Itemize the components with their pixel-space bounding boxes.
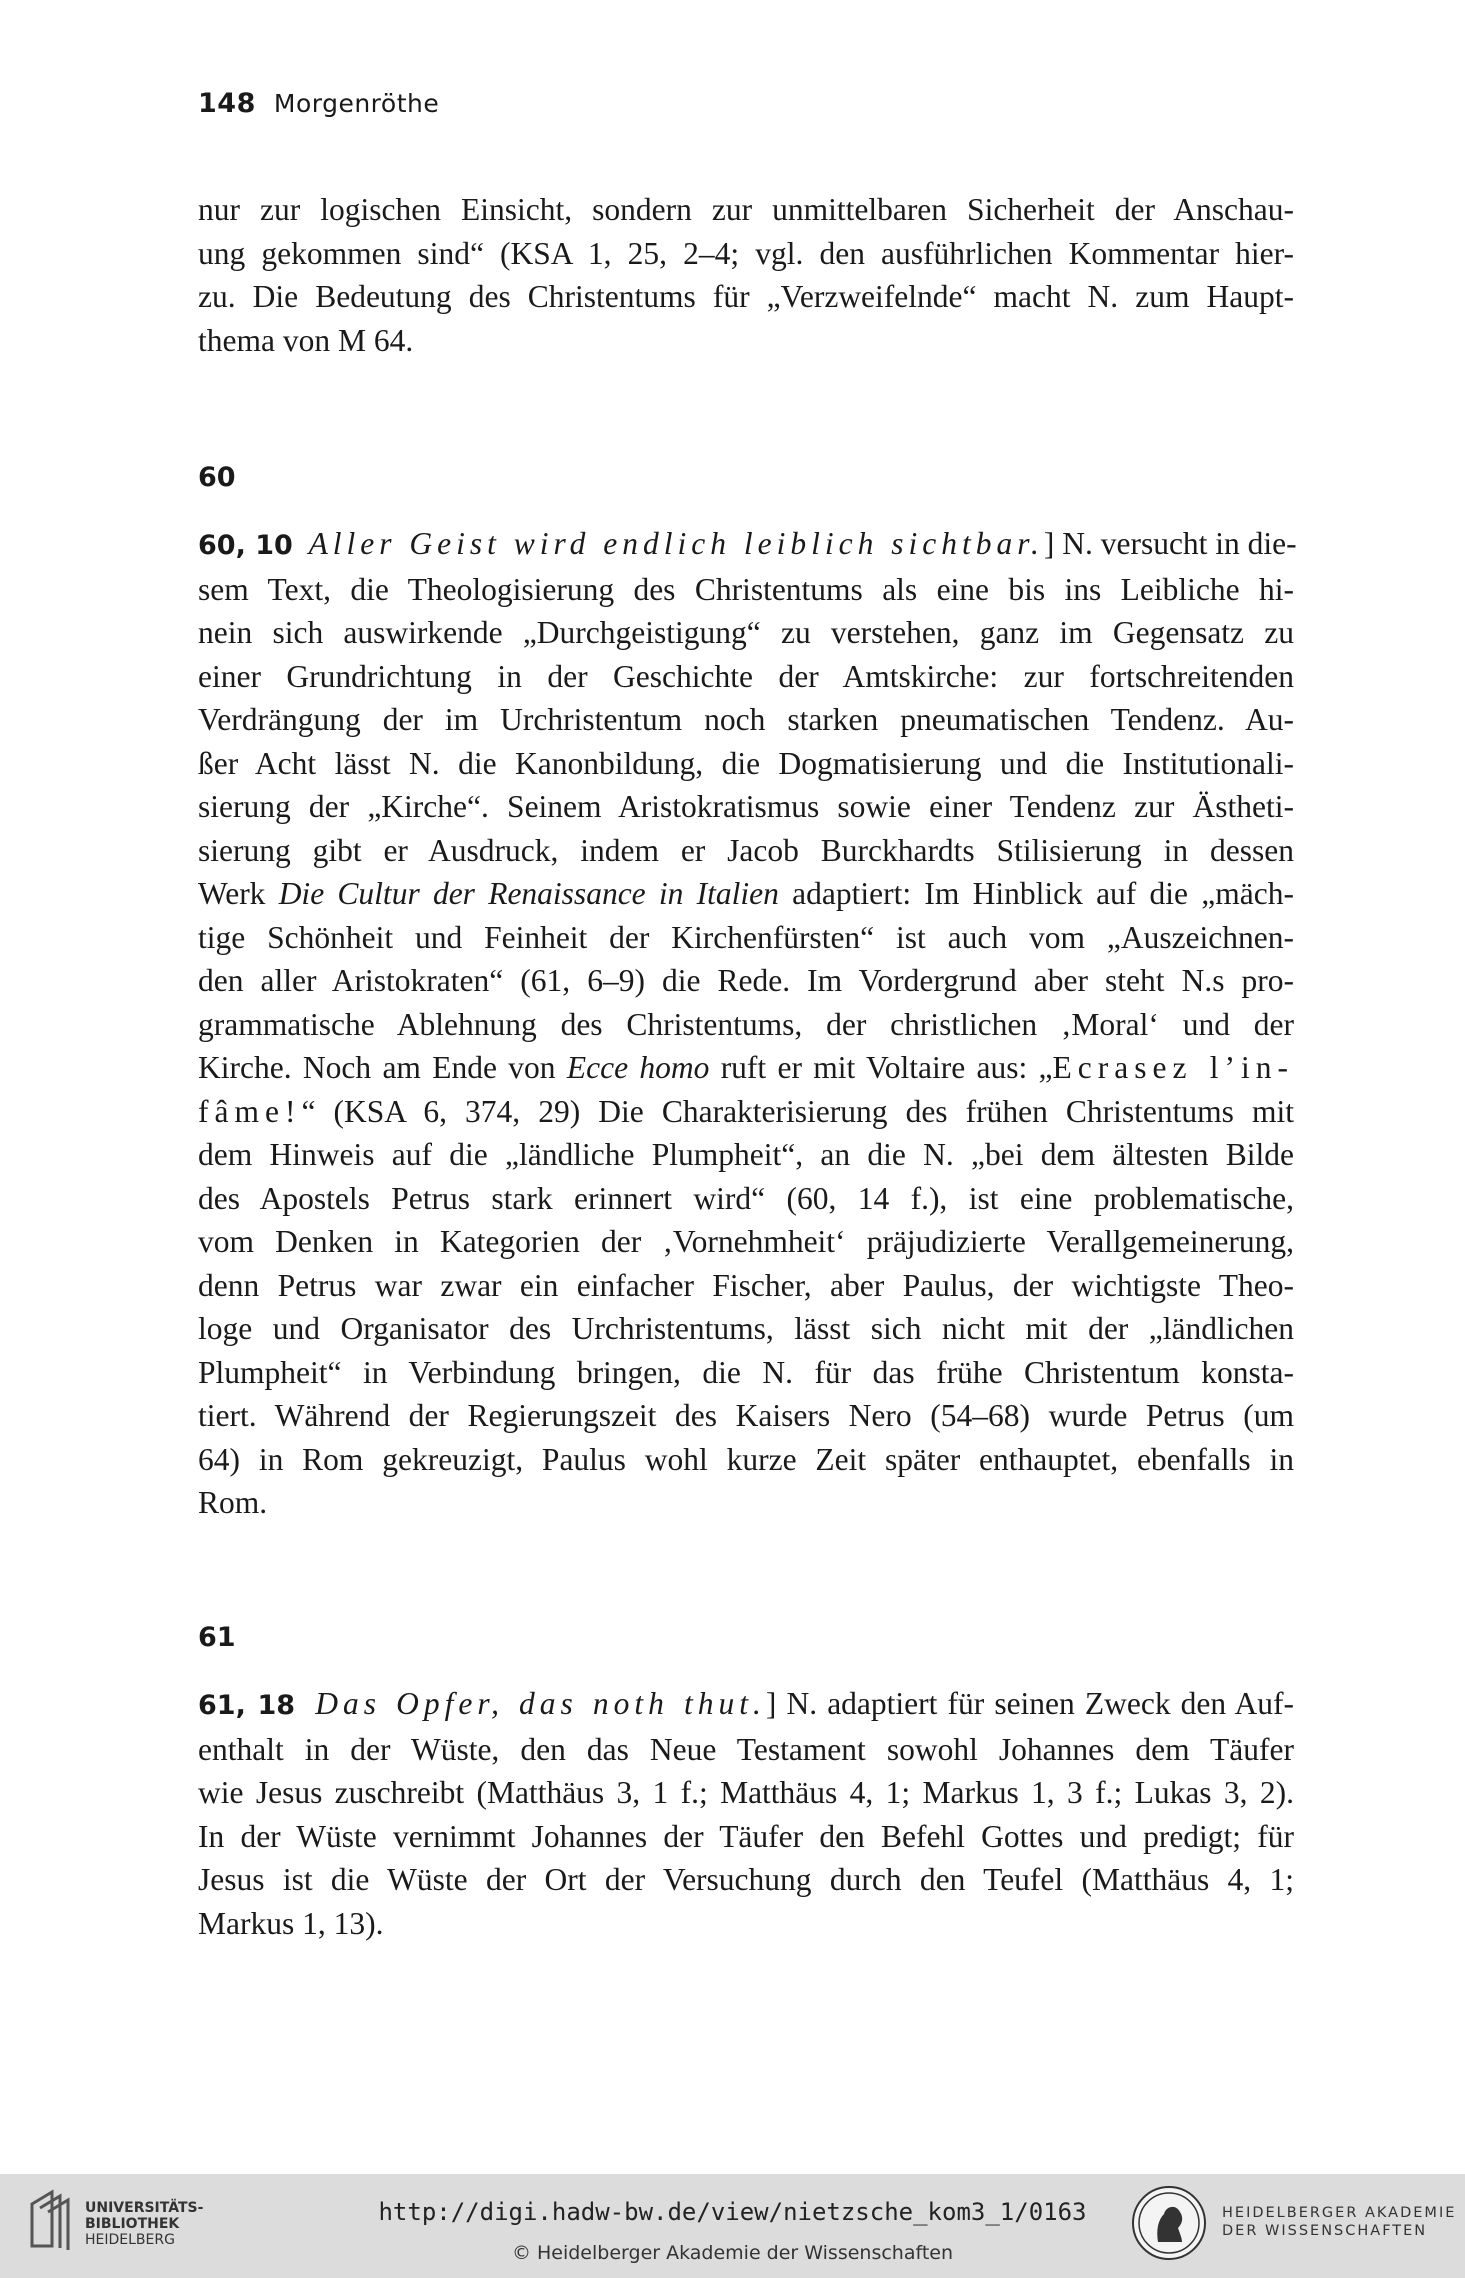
spaced-quote: fâme! xyxy=(198,1093,302,1129)
text-fragment: Kirche. Noch am Ende von xyxy=(198,1050,567,1085)
text-line: sierung der „Kirche“. Seinem Aristokratismus sowie einer Tendenz zur Ästheti- xyxy=(198,789,1294,824)
library-name-line: UNIVERSITÄTS- xyxy=(85,2200,204,2216)
text-fragment: adaptiert: Im Hinblick auf die „mäch- xyxy=(778,876,1294,911)
lemma-text: Aller Geist wird endlich leiblich sichtbar. xyxy=(308,526,1044,561)
text-line: ßer Acht lässt N. die Kanonbildung, die Dogmatisierung und die Institutionali- xyxy=(198,745,1294,781)
text-line: des Apostels Petrus stark erinnert wird“ (60, 14 f.), ist eine problematische, xyxy=(198,1180,1294,1216)
lemma-line-rest: N. versucht in die- xyxy=(1054,526,1297,561)
text-line: loge und Organisator des Urchristentums, lässt sich nicht mit der „ländlichen xyxy=(198,1311,1294,1346)
library-name-line: BIBLIOTHEK xyxy=(85,2216,180,2232)
academy-name-line: DER WISSENSCHAFTEN xyxy=(1222,2223,1428,2239)
text-line: nur zur logischen Einsicht, sondern zur unmittelbaren Sicherheit der Anschau- xyxy=(198,192,1294,227)
lemma-reference: 61, 18 xyxy=(198,1690,296,1721)
text-line: sem Text, die Theologisierung des Christentums als eine bis ins Leibliche hi- xyxy=(198,571,1294,607)
text-line: Jesus ist die Wüste der Ort der Versuchung durch den Teufel (Matthäus 4, 1; xyxy=(198,1862,1294,1897)
text-line xyxy=(198,872,1294,916)
text-line: Rom. xyxy=(198,1485,268,1520)
text-line xyxy=(198,1090,1294,1134)
lemma-reference: 60, 10 xyxy=(198,530,293,561)
text-line: grammatische Ablehnung des Christentums, der christlichen ‚Moral‘ und der xyxy=(198,1006,1294,1042)
running-title: Morgenröthe xyxy=(273,89,440,118)
lemma-bracket: ] xyxy=(1043,526,1055,561)
text-line: denn Petrus war zwar ein einfacher Fischer, aber Paulus, der wichtigste Theo- xyxy=(198,1267,1294,1303)
running-header xyxy=(198,88,439,119)
text-line: Plumpheit“ in Verbindung bringen, die N. für das frühe Christentum konsta- xyxy=(198,1354,1294,1390)
copyright-notice: © Heidelberger Akademie der Wissenschaften xyxy=(511,2242,954,2264)
academy-name-line: HEIDELBERGER AKADEMIE xyxy=(1222,2205,1457,2221)
section-60-commentary xyxy=(198,522,1297,1525)
permalink-url[interactable]: http://digi.hadw-bw.de/view/nietzsche_kom3_1/0163 xyxy=(378,2198,1087,2226)
work-title: Die Cultur der Renaissance in Italien xyxy=(278,876,779,911)
academy-name xyxy=(1222,2204,1456,2240)
spaced-quote: Ecrasez l’in- xyxy=(1052,1050,1295,1085)
section-61-commentary xyxy=(198,1682,1294,1945)
text-line: ung gekommen sind“ (KSA 1, 25, 2–4; vgl. den ausführlichen Kommentar hier- xyxy=(198,235,1294,271)
academy-seal-icon xyxy=(1130,2184,1208,2262)
text-line: Markus 1, 13). xyxy=(198,1905,384,1941)
text-line: nein sich auswirkende „Durchgeistigung“ zu verstehen, ganz im Gegensatz zu xyxy=(198,615,1294,650)
text-line xyxy=(198,1046,1294,1090)
library-name-line: HEIDELBERG xyxy=(85,2232,175,2248)
text-line: tiert. Während der Regierungszeit des Kaisers Nero (54–68) wurde Petrus (um xyxy=(198,1398,1294,1433)
lemma-text: Das Opfer, das noth thut. xyxy=(315,1686,766,1721)
footer-bar xyxy=(0,2174,1465,2278)
lemma-bracket: ] xyxy=(765,1686,777,1721)
text-line: dem Hinweis auf die „ländliche Plumpheit“, an die N. „bei dem ältesten Bilde xyxy=(198,1137,1294,1172)
text-line: Verdrängung der im Urchristentum noch starken pneumatischen Tendenz. Au- xyxy=(198,702,1294,737)
text-line: den aller Aristokraten“ (61, 6–9) die Rede. Im Vordergrund aber steht N.s pro- xyxy=(198,963,1294,998)
work-title: Ecce homo xyxy=(566,1050,710,1085)
section-heading-61: 61 xyxy=(198,1622,236,1653)
text-line: wie Jesus zuschreibt (Matthäus 3, 1 f.; Matthäus 4, 1; Markus 1, 3 f.; Lukas 3, 2). xyxy=(198,1775,1294,1810)
text-line: vom Denken in Kategorien der ‚Vornehmheit‘ präjudizierte Verallgemeinerung, xyxy=(198,1224,1294,1259)
text-line: tige Schönheit und Feinheit der Kirchenfürsten“ ist auch vom „Auszeichnen- xyxy=(198,919,1294,955)
text-line: thema von M 64. xyxy=(198,322,414,358)
text-line: einer Grundrichtung in der Geschichte der Amtskirche: zur fortschreitenden xyxy=(198,658,1294,694)
lemma-line xyxy=(198,522,1297,568)
intro-paragraph xyxy=(198,188,1294,362)
text-fragment: Werk xyxy=(198,876,279,911)
text-line: zu. Die Bedeutung des Christentums für „Verzweifelnde“ macht N. zum Haupt- xyxy=(198,279,1294,314)
lemma-line xyxy=(198,1682,1294,1728)
text-fragment: ruft er mit Voltaire aus: „ xyxy=(709,1050,1053,1085)
page-number: 148 xyxy=(198,88,256,119)
text-line: enthalt in der Wüste, den das Neue Testament sowohl Johannes dem Täufer xyxy=(198,1731,1294,1767)
section-heading-60: 60 xyxy=(198,462,236,493)
text-fragment: “ (KSA 6, 374, 29) Die Charakterisierung des frühen Christentums mit xyxy=(301,1093,1294,1129)
text-line: sierung gibt er Ausdruck, indem er Jacob Burckhardts Stilisierung in dessen xyxy=(198,832,1294,868)
lemma-line-rest: N. adaptiert für seinen Zweck den Auf- xyxy=(776,1686,1294,1721)
text-line: 64) in Rom gekreuzigt, Paulus wohl kurze Zeit später enthauptet, ebenfalls in xyxy=(198,1441,1294,1477)
text-line: In der Wüste vernimmt Johannes der Täufer den Befehl Gottes und predigt; für xyxy=(198,1818,1294,1854)
